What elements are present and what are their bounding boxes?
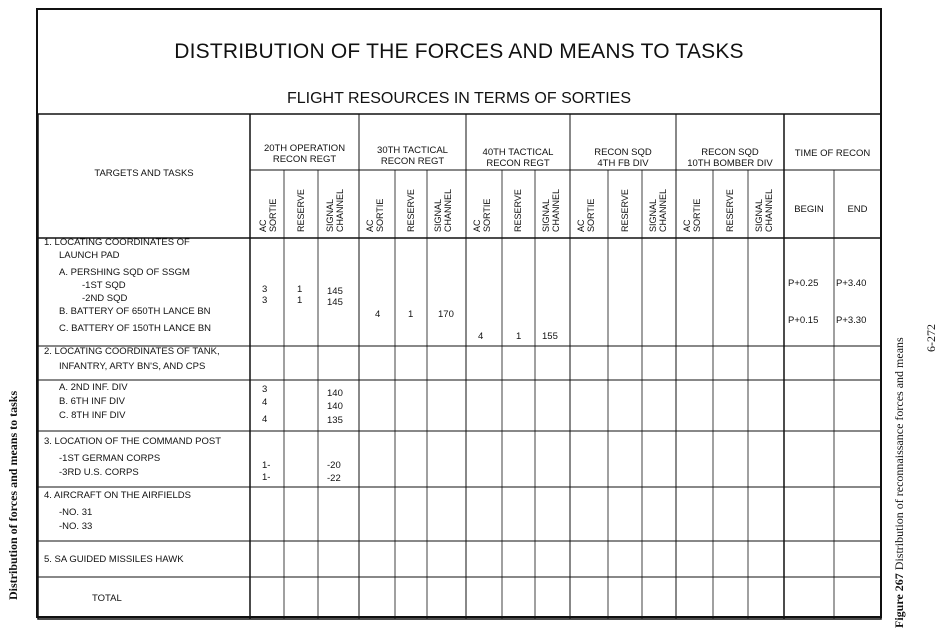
header-time-of-recon: TIME OF RECON: [794, 148, 871, 159]
page-number: 6-272: [924, 324, 938, 352]
subheader-channel: CHANNEL: [764, 188, 774, 232]
subheader-ac: AC: [682, 219, 692, 232]
figure-caption-text: Distribution of reconnaissance forces and means: [892, 337, 906, 571]
header-unit-20th-line2: RECON REGT: [272, 154, 337, 165]
subheader-ac-sortie-10thbomber: [682, 199, 702, 232]
subheader-signal: SIGNAL: [648, 198, 658, 232]
row1-item-c: C. BATTERY OF 150TH LANCE BN: [59, 323, 212, 334]
row3-2-signal: -22: [327, 473, 341, 484]
row3-2-sortie: 1-: [262, 472, 271, 483]
row1-sqd2-reserve: 1: [297, 295, 303, 306]
row3-item-2: -3RD U.S. CORPS: [59, 467, 139, 478]
row1-item-a: A. PERSHING SQD OF SSGM: [59, 267, 190, 278]
subheader-signal-channel-10thbomber: [754, 189, 774, 232]
row1-item-b: B. BATTERY OF 650TH LANCE BN: [59, 306, 211, 317]
header-unit-20th: [250, 143, 359, 165]
header-unit-30th: [359, 145, 466, 167]
subheader-channel: CHANNEL: [443, 188, 453, 232]
row1-sqd1-signal: 145: [327, 286, 343, 297]
total-label: TOTAL: [92, 593, 122, 604]
subheader-ac-sortie-4thfb: [576, 199, 596, 232]
header-unit-10th-bomber: [676, 147, 784, 169]
subheader-signal-channel-4thfb: [648, 189, 668, 232]
header-unit-10th-bomber-line1: RECON SQD: [701, 147, 759, 158]
subheader-signal: SIGNAL: [541, 198, 551, 232]
subheader-channel: CHANNEL: [335, 188, 345, 232]
subheader-reserve-4thfb: RESERVE: [620, 189, 630, 232]
subheader-sortie: SORTIE: [375, 198, 385, 232]
row1-b650-signal: 170: [438, 309, 454, 320]
row2-title-cont: INFANTRY, ARTY BN'S, AND CPS: [59, 361, 206, 372]
subheader-signal-channel-40th: [541, 189, 561, 232]
row1-item-a-1st: -1ST SQD: [82, 280, 126, 291]
subheader-sortie: SORTIE: [482, 198, 492, 232]
row1-title: 1. LOCATING COORDINATES OF: [44, 237, 190, 248]
subheader-sortie: SORTIE: [268, 198, 278, 232]
row1-sqd1-sortie: 3: [262, 284, 268, 295]
row1-c150-signal: 155: [542, 331, 558, 342]
subheader-reserve-20th: RESERVE: [296, 189, 306, 232]
header-unit-30th-line2: RECON REGT: [380, 156, 445, 167]
page-subtitle: FLIGHT RESOURCES IN TERMS OF SORTIES: [286, 90, 632, 107]
subheader-ac: AC: [258, 219, 268, 232]
row2-item-c: C. 8TH INF DIV: [59, 410, 126, 421]
row1-b650-begin: P+0.15: [788, 315, 819, 326]
figure-label: Figure 267: [892, 573, 906, 628]
row4-item-31: -NO. 31: [59, 507, 93, 518]
header-unit-30th-line1: 30TH TACTICAL: [377, 145, 448, 156]
header-targets-and-tasks: TARGETS AND TASKS: [94, 168, 194, 179]
row3-1-signal: -20: [327, 460, 341, 471]
header-unit-4th-fb-line2: 4TH FB DIV: [597, 158, 649, 169]
row1-sqd1-end: P+3.40: [836, 278, 867, 289]
subheader-sortie: SORTIE: [586, 198, 596, 232]
header-unit-20th-line1: 20TH OPERATION: [263, 143, 346, 154]
subheader-signal: SIGNAL: [754, 198, 764, 232]
subheader-ac-sortie-30th: [365, 199, 385, 232]
side-caption-left: Distribution of forces and means to tasks: [6, 390, 20, 600]
subheader-reserve-30th: RESERVE: [406, 189, 416, 232]
subheader-ac-sortie-20th: [258, 199, 278, 232]
subheader-signal: SIGNAL: [433, 198, 443, 232]
row1-title-cont: LAUNCH PAD: [59, 250, 120, 261]
subheader-ac: AC: [576, 219, 586, 232]
row1-sqd2-sortie: 3: [262, 295, 268, 306]
row2-b-sortie: 4: [262, 397, 268, 408]
row1-b650-end: P+3.30: [836, 315, 867, 326]
row3-title: 3. LOCATION OF THE COMMAND POST: [44, 436, 221, 447]
subheader-reserve-40th: RESERVE: [513, 189, 523, 232]
subheader-channel: CHANNEL: [658, 188, 668, 232]
row2-item-a: A. 2ND INF. DIV: [59, 382, 128, 393]
header-unit-40th: [466, 147, 570, 169]
row2-a-sortie: 3: [262, 384, 268, 395]
row2-c-signal: 135: [327, 415, 343, 426]
subheader-signal-channel-20th: [325, 189, 345, 232]
header-begin: BEGIN: [794, 204, 824, 215]
header-unit-40th-line2: RECON REGT: [486, 158, 550, 169]
subheader-reserve-10thbomber: RESERVE: [725, 189, 735, 232]
header-unit-4th-fb: [570, 147, 676, 169]
row4-item-33: -NO. 33: [59, 521, 93, 532]
row2-c-sortie: 4: [262, 414, 268, 425]
subheader-channel: CHANNEL: [551, 188, 561, 232]
row4-title: 4. AIRCRAFT ON THE AIRFIELDS: [44, 490, 191, 501]
row1-c150-reserve: 1: [516, 331, 522, 342]
row2-title: 2. LOCATING COORDINATES OF TANK,: [44, 346, 220, 357]
row2-a-signal: 140: [327, 388, 343, 399]
subheader-signal-channel-30th: [433, 189, 453, 232]
row3-1-sortie: 1-: [262, 460, 271, 471]
row1-sqd2-signal: 145: [327, 297, 343, 308]
subheader-ac: AC: [472, 219, 482, 232]
page-title: DISTRIBUTION OF THE FORCES AND MEANS TO TASKS: [174, 40, 744, 63]
subheader-signal: SIGNAL: [325, 198, 335, 232]
row1-sqd1-begin: P+0.25: [788, 278, 819, 289]
subheader-ac: AC: [365, 219, 375, 232]
header-unit-40th-line1: 40TH TACTICAL: [482, 147, 554, 158]
row3-item-1: -1ST GERMAN CORPS: [59, 453, 161, 464]
row1-item-a-2nd: -2ND SQD: [82, 293, 128, 304]
row2-b-signal: 140: [327, 401, 343, 412]
header-unit-4th-fb-line1: RECON SQD: [594, 147, 652, 158]
row2-item-b: B. 6TH INF DIV: [59, 396, 125, 407]
row1-sqd1-reserve: 1: [297, 284, 303, 295]
row1-b650-reserve: 1: [408, 309, 414, 320]
row5-title: 5. SA GUIDED MISSILES HAWK: [44, 554, 184, 565]
header-unit-10th-bomber-line2: 10TH BOMBER DIV: [687, 158, 773, 169]
row1-c150-sortie: 4: [478, 331, 484, 342]
subheader-ac-sortie-40th: [472, 199, 492, 232]
row1-b650-sortie: 4: [375, 309, 381, 320]
subheader-sortie: SORTIE: [692, 198, 702, 232]
header-end: END: [847, 204, 868, 215]
